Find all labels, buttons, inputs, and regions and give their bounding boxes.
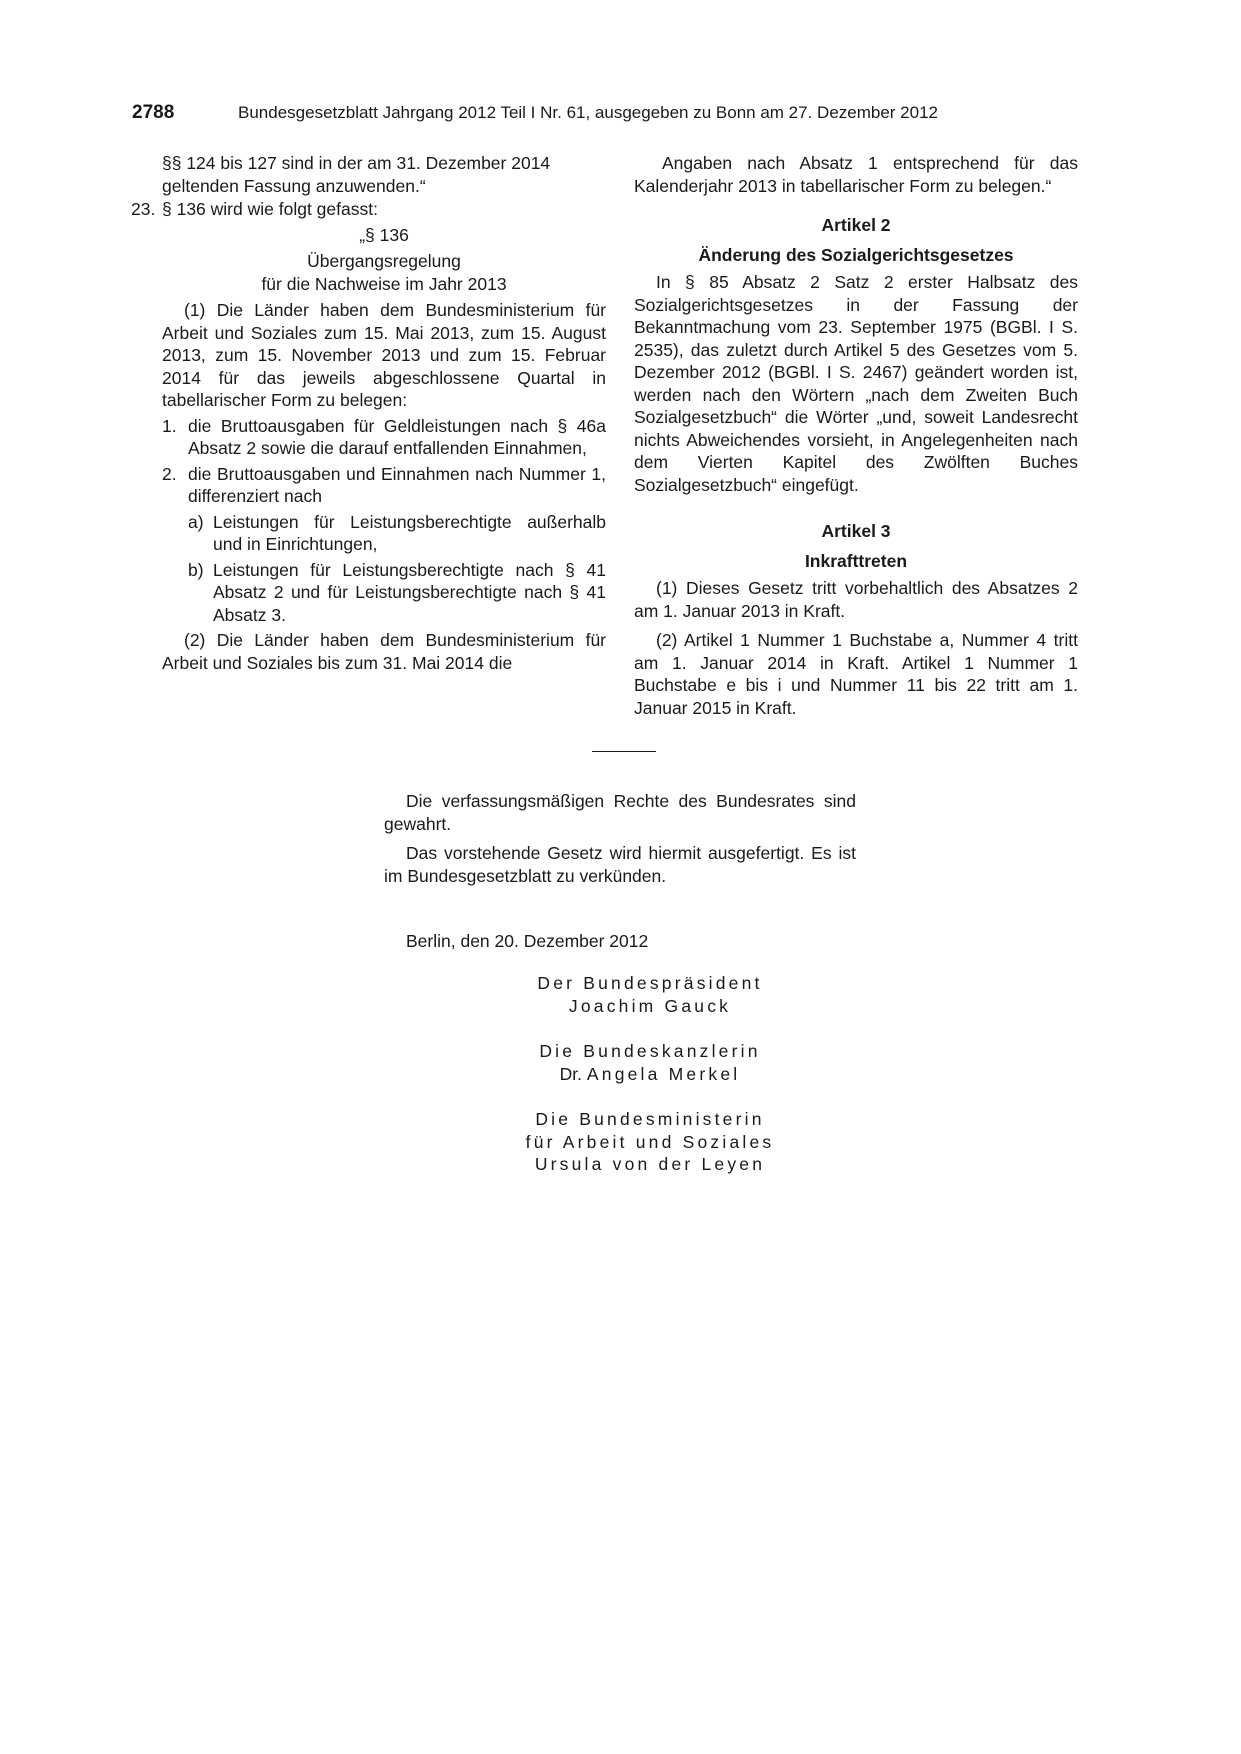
- list-item-1: [162, 415, 606, 460]
- chancellor-name: Angela Merkel: [586, 1063, 741, 1084]
- page-header: [132, 101, 1112, 125]
- section-subtitle-1: Übergangsregelung: [307, 251, 461, 271]
- section-subtitle-2: für die Nachweise im Jahr 2013: [261, 273, 507, 294]
- header-title: Bundesgesetzblatt Jahrgang 2012 Teil I Nr. 61, ausgegeben zu Bonn am 27. Dezember 2012: [238, 103, 938, 122]
- closing-formula: [384, 790, 856, 953]
- left-column: [131, 152, 606, 674]
- list-item-2: [162, 463, 606, 508]
- chancellor-title: Dr.: [559, 1063, 583, 1084]
- continuation-line-2: geltenden Fassung anzuwenden.“: [162, 175, 426, 196]
- article-2-subtitle: Änderung des Sozialgerichtsgesetzes: [698, 244, 1014, 265]
- section-divider: [592, 751, 656, 752]
- place-and-date: Berlin, den 20. Dezember 2012: [406, 931, 649, 951]
- sublist-item-a-text: Leistungen für Leistungsberechtigte außerhalb und in Einrichtungen,: [213, 511, 606, 554]
- sublist-item-a-letter: a): [188, 511, 204, 532]
- article-3-paragraph-1: (1) Dieses Gesetz tritt vorbehaltlich des Absatzes 2 am 1. Januar 2013 in Kraft.: [634, 578, 1078, 621]
- chancellor-role: Die Bundeskanzlerin: [539, 1041, 761, 1061]
- closing-paragraph-2: Das vorstehende Gesetz wird hiermit ausgefertigt. Es ist im Bundesgesetzblatt zu verkünden.: [384, 843, 856, 886]
- list-item-2-number: 2.: [162, 463, 177, 484]
- item-23-text: § 136 wird wie folgt gefasst:: [162, 199, 378, 219]
- president-role: Der Bundespräsident: [537, 973, 763, 993]
- president-name: Joachim Gauck: [568, 995, 732, 1016]
- signature-chancellor: [384, 1040, 856, 1085]
- item-23: [131, 198, 606, 221]
- sublist-item-a: [188, 511, 606, 556]
- article-3-subtitle: Inkrafttreten: [804, 550, 908, 571]
- minister-role-1: Die Bundesministerin: [535, 1109, 765, 1129]
- list-item-1-number: 1.: [162, 415, 177, 436]
- list-item-1-text: die Bruttoausgaben für Geldleistungen nach § 46a Absatz 2 sowie die darauf entfallenden Einnahmen,: [188, 415, 606, 458]
- article-3-title: Artikel 3: [821, 521, 891, 541]
- paragraph-2: (2) Die Länder haben dem Bundesministerium für Arbeit und Soziales bis zum 31. Mai 2014 die: [162, 630, 606, 673]
- continuation-text: Angaben nach Absatz 1 entsprechend für das Kalenderjahr 2013 in tabellarischer Form zu belegen.“: [634, 153, 1078, 196]
- sublist-item-b: [188, 559, 606, 627]
- paragraph-1: (1) Die Länder haben dem Bundesministerium für Arbeit und Soziales zum 15. Mai 2013, zum 15. August 2013, zum 15. November 2013 und zum 15. Februar 2014 für das jeweils abgeschlossene Quartal in tabellarischer Form zu belegen:: [162, 300, 606, 410]
- chancellor-name-line: [384, 1063, 856, 1086]
- article-2-text: In § 85 Absatz 2 Satz 2 erster Halbsatz des Sozialgerichtsgesetzes in der Fassung der Bekanntmachung vom 23. September 1975 (BGBl. I S. 2535), das zuletzt durch Artikel 5 des Gesetzes vom 5. Dezember 2012 (BGBl. I S. 2467) geändert worden ist, werden nach den Wörtern „nach dem Zweiten Buch Sozialgesetzbuch“ die Wörter „und, soweit Landesrecht nichts Abweichendes vorsieht, in Angelegenheiten nach dem Vierten Kapitel des Zwölften Buches Sozialgesetzbuch“ eingefügt.: [634, 272, 1078, 495]
- article-2-title: Artikel 2: [821, 215, 891, 235]
- minister-name: Ursula von der Leyen: [534, 1154, 766, 1174]
- signatures: [384, 972, 856, 1199]
- sublist-item-b-letter: b): [188, 559, 204, 580]
- article-3-paragraph-2: (2) Artikel 1 Nummer 1 Buchstabe a, Nummer 4 tritt am 1. Januar 2014 in Kraft. Artikel 1 Nummer 1 Buchstabe e bis i und Nummer 11 bis 22 tritt am 1. Januar 2015 in Kraft.: [634, 630, 1078, 718]
- signature-minister: [384, 1108, 856, 1176]
- page-number: 2788: [132, 102, 175, 123]
- minister-role-2: für Arbeit und Soziales: [525, 1131, 775, 1152]
- closing-paragraph-1: Die verfassungsmäßigen Rechte des Bundesrates sind gewahrt.: [384, 791, 856, 834]
- continuation-line-1: §§ 124 bis 127 sind in der am 31. Dezember 2014: [162, 153, 551, 173]
- right-column: [634, 152, 1078, 719]
- sublist-item-b-text: Leistungen für Leistungsberechtigte nach § 41 Absatz 2 und für Leistungsberechtigte nach § 41 Absatz 3.: [213, 559, 606, 625]
- section-title: „§ 136: [359, 224, 409, 245]
- item-23-number: 23.: [131, 199, 156, 219]
- signature-president: [384, 972, 856, 1017]
- list-item-2-text: die Bruttoausgaben und Einnahmen nach Nummer 1, differenziert nach: [188, 463, 606, 506]
